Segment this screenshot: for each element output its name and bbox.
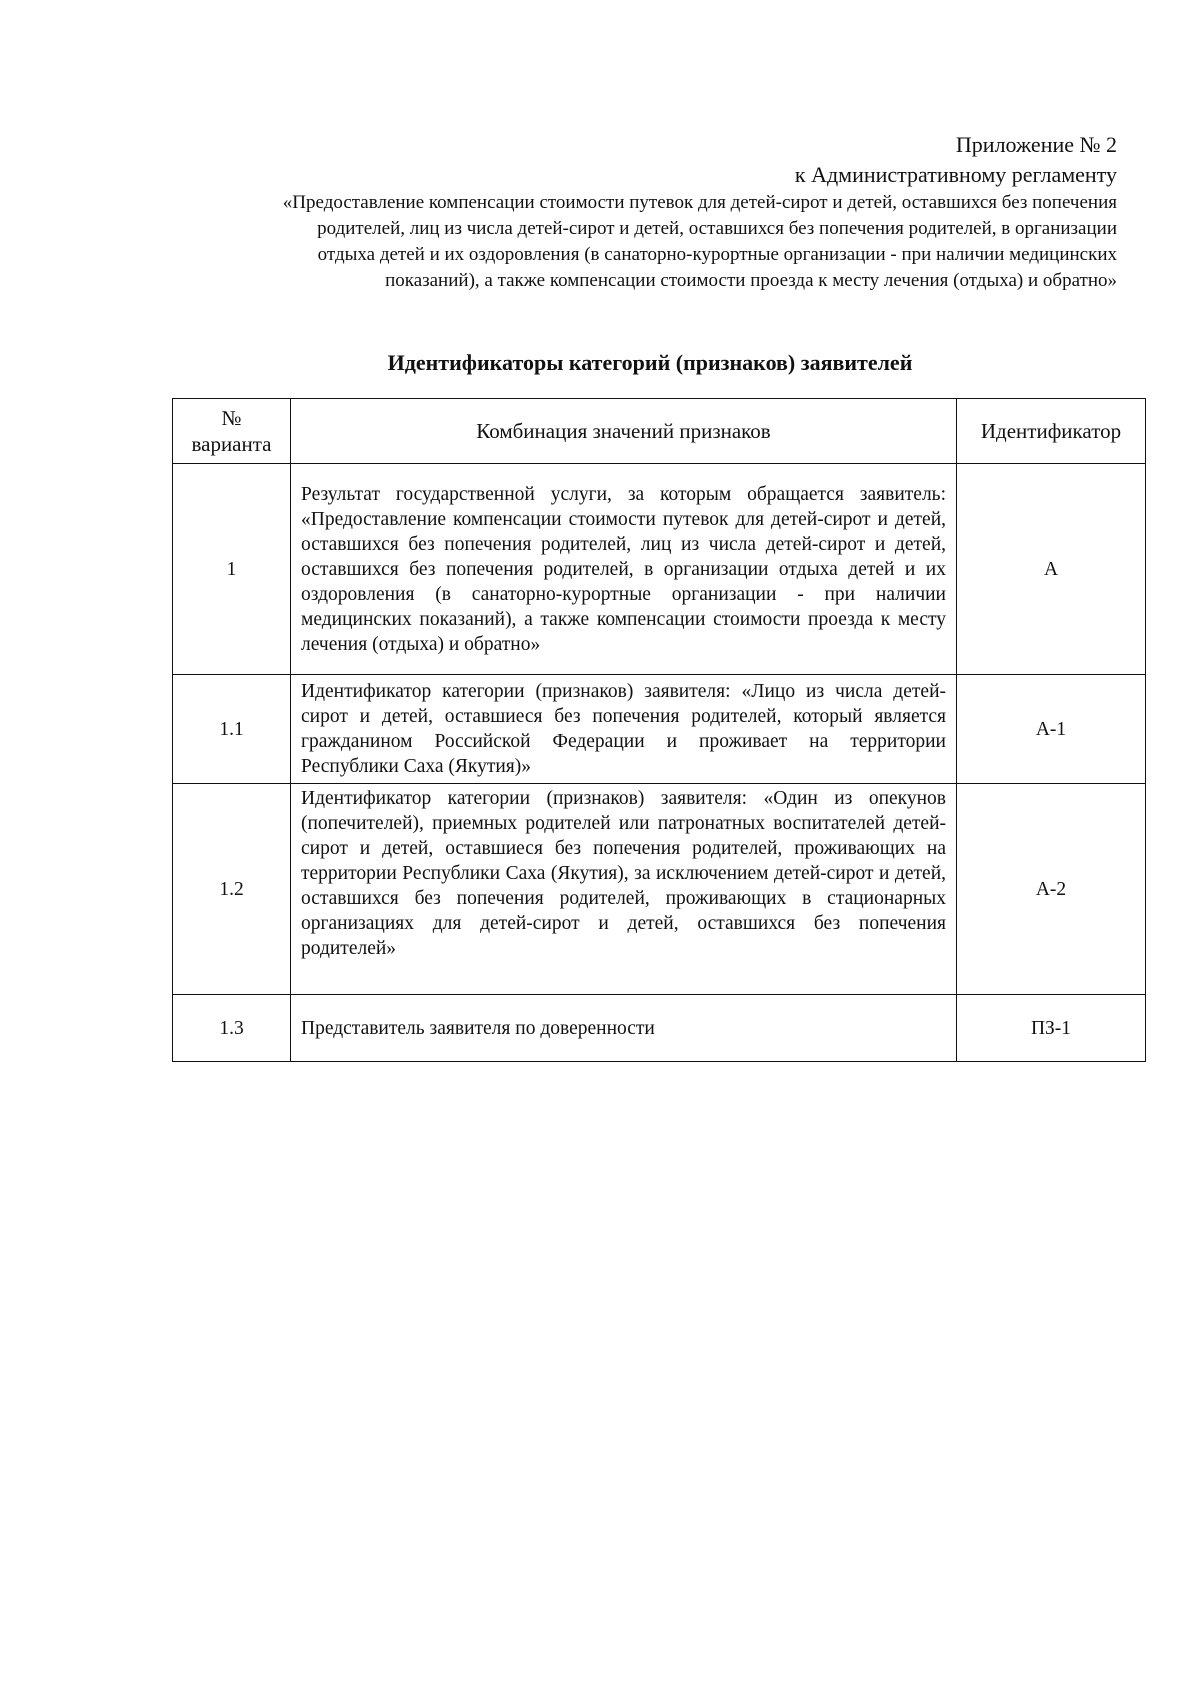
table-row: [173, 995, 1146, 1062]
row-combination: Представитель заявителя по доверенности: [291, 995, 957, 1062]
header-combination: Комбинация значений признаков: [291, 399, 957, 464]
table-row: [173, 464, 1146, 675]
row-variant-number: 1.1: [173, 675, 291, 784]
row-variant-number: 1.3: [173, 995, 291, 1062]
table-header-row: [173, 399, 1146, 464]
row-identifier: ПЗ-1: [957, 995, 1146, 1062]
table-row: [173, 784, 1146, 995]
appendix-header: [260, 130, 1117, 294]
row-variant-number: 1: [173, 464, 291, 675]
header-variant-number: № варианта: [173, 399, 291, 464]
row-identifier: А-1: [957, 675, 1146, 784]
appendix-regulation-ref: к Административному регламенту: [794, 162, 1117, 187]
appendix-number: Приложение № 2: [955, 132, 1117, 157]
row-variant-number: 1.2: [173, 784, 291, 995]
appendix-regulation-name: «Предоставление компенсации стоимости путевок для детей-сирот и детей, оставшихся без попечения родителей, лиц из числа детей-сирот и детей, оставшихся без попечения родителей, в организации отдыха детей и их оздоровления (в санаторно-курортные организации - при наличии медицинских показаний), а также компенсации стоимости проезда к месту лечения (отдыха) и обратно»: [282, 192, 1117, 291]
table-row: [173, 675, 1146, 784]
identifiers-table: [172, 398, 1146, 1062]
row-combination: Идентификатор категории (признаков) заявителя: «Один из опекунов (попечителей), приемных родителей или патронатных воспитателей детей-сирот и детей, оставшиеся без попечения родителей, проживающих на территории Республики Саха (Якутия), за исключением детей-сирот и детей, оставшихся без попечения родителей, проживающих в стационарных организациях для детей-сирот и детей, оставшихся без попечения родителей»: [291, 784, 957, 995]
row-combination: Идентификатор категории (признаков) заявителя: «Лицо из числа детей-сирот и детей, оставшиеся без попечения родителей, который является гражданином Российской Федерации и проживает на территории Республики Саха (Якутия)»: [291, 675, 957, 784]
header-identifier: Идентификатор: [957, 399, 1146, 464]
row-combination: Результат государственной услуги, за которым обращается заявитель: «Предоставление компенсации стоимости путевок для детей-сирот и детей, оставшихся без попечения родителей, лиц из числа детей-сирот и детей, оставшихся без попечения родителей, в организации отдыха детей и их оздоровления (в санаторно-курортные организации - при наличии медицинских показаний), а также компенсации стоимости проезда к месту лечения (отдыха) и обратно»: [291, 464, 957, 675]
row-identifier: А: [957, 464, 1146, 675]
row-identifier: А-2: [957, 784, 1146, 995]
document-title: Идентификаторы категорий (признаков) заявителей: [387, 350, 913, 375]
